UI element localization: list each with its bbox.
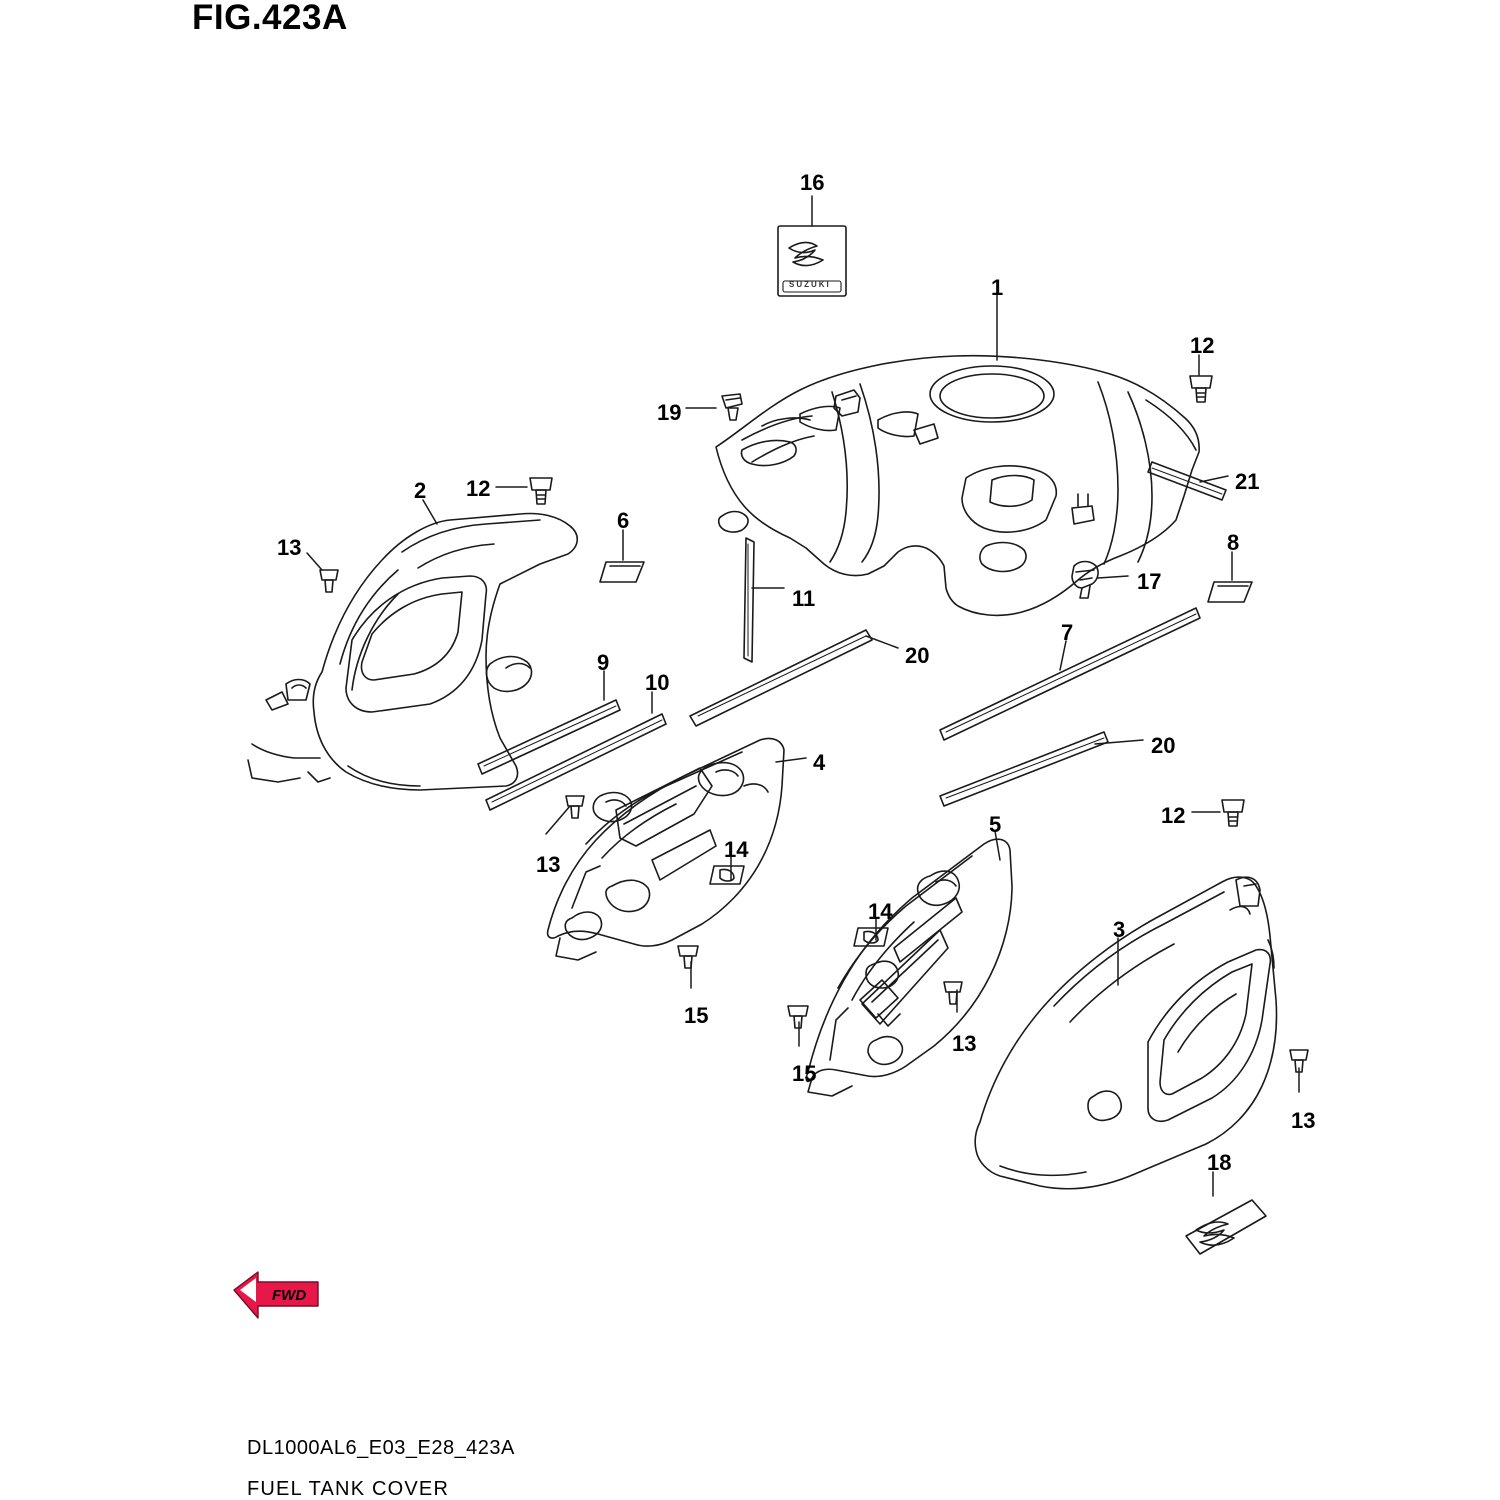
callout-5: 5 (989, 812, 1002, 837)
callout-9: 9 (597, 650, 610, 675)
part-12-bolt-upper-left (530, 478, 552, 504)
callout-20: 20 (905, 643, 930, 668)
part-15-bolt-b (788, 1006, 808, 1028)
part-21-tape (1148, 462, 1226, 500)
part-12-bolt-lower-right (1222, 800, 1244, 826)
callout-8: 8 (1227, 530, 1240, 555)
callout-14: 14 (724, 837, 749, 862)
callout-10: 10 (645, 670, 670, 695)
part-17-clip (1072, 562, 1098, 599)
callout-12: 12 (466, 476, 491, 501)
callout-11: 11 (792, 586, 816, 611)
callout-2: 2 (414, 478, 427, 503)
callout-13: 13 (1291, 1108, 1316, 1133)
part-8-pad (1208, 582, 1252, 602)
callout-21: 21 (1235, 469, 1260, 494)
part-13-bolt-a (320, 570, 338, 592)
part-3-right-cover (975, 877, 1276, 1189)
callout-12: 12 (1161, 803, 1186, 828)
callout-3: 3 (1113, 917, 1126, 942)
callout-15: 15 (792, 1061, 817, 1086)
callout-12: 12 (1190, 333, 1215, 358)
callout-15: 15 (684, 1003, 709, 1028)
callout-13: 13 (536, 852, 561, 877)
callout-1: 1 (991, 275, 1004, 300)
figure-name: FUEL TANK COVER (247, 1478, 450, 1500)
leader-lines (307, 196, 1299, 1196)
callout-6: 6 (617, 508, 630, 533)
suzuki-wordmark: SUZUKI (789, 280, 831, 289)
part-20-tape-b (940, 732, 1108, 806)
part-19-clip (722, 394, 742, 420)
callout-16: 16 (800, 170, 825, 195)
callout-20: 20 (1151, 733, 1176, 758)
part-13-bolt-c (944, 982, 962, 1004)
part-6-pad (600, 562, 644, 582)
part-11-strip (744, 538, 754, 662)
part-20-tape-a (690, 630, 872, 726)
callout-7: 7 (1061, 620, 1074, 645)
fwd-label: FWD (272, 1287, 307, 1304)
fwd-indicator (228, 1268, 324, 1330)
part-14-pad-a (710, 866, 744, 884)
callout-17: 17 (1137, 569, 1162, 594)
part-14-pad-b (854, 928, 888, 946)
part-5-right-trim (806, 839, 1012, 1096)
figure-code: DL1000AL6_E03_E28_423A (247, 1437, 515, 1459)
part-4-left-trim (548, 738, 784, 960)
page-title: FIG.423A (192, 0, 348, 37)
callout-19: 19 (657, 400, 682, 425)
part-18-decal (1186, 1200, 1266, 1254)
part-12-bolt-upper-right (1190, 376, 1212, 402)
callout-4: 4 (813, 750, 826, 775)
callout-13: 13 (952, 1031, 977, 1056)
callout-14: 14 (868, 899, 893, 924)
callout-18: 18 (1207, 1150, 1232, 1175)
callout-13: 13 (277, 535, 302, 560)
part-15-bolt-a (678, 946, 698, 968)
